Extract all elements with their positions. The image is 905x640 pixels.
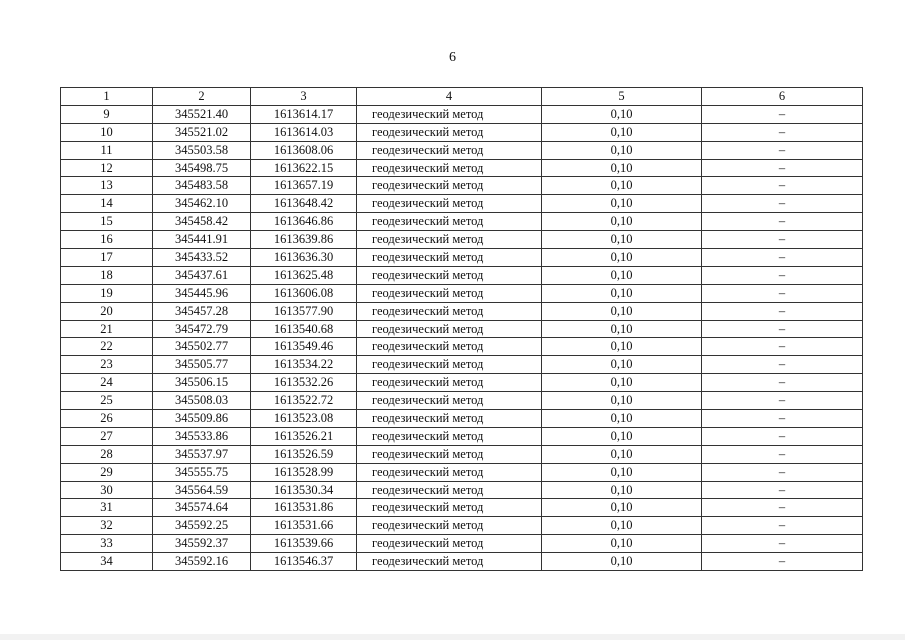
point-number-cell: 29 bbox=[61, 463, 153, 481]
accuracy-cell: 0,10 bbox=[542, 410, 702, 428]
accuracy-cell: 0,10 bbox=[542, 427, 702, 445]
note-cell: – bbox=[702, 249, 863, 267]
table-row bbox=[61, 499, 863, 517]
column-header: 3 bbox=[251, 88, 357, 106]
point-number-cell: 23 bbox=[61, 356, 153, 374]
method-cell: геодезический метод bbox=[357, 320, 542, 338]
y-coordinate-cell: 1613646.86 bbox=[251, 213, 357, 231]
method-cell: геодезический метод bbox=[357, 177, 542, 195]
table-row bbox=[61, 249, 863, 267]
method-cell: геодезический метод bbox=[357, 481, 542, 499]
point-number-cell: 32 bbox=[61, 517, 153, 535]
y-coordinate-cell: 1613530.34 bbox=[251, 481, 357, 499]
accuracy-cell: 0,10 bbox=[542, 463, 702, 481]
point-number-cell: 30 bbox=[61, 481, 153, 499]
note-cell: – bbox=[702, 123, 863, 141]
point-number-cell: 27 bbox=[61, 427, 153, 445]
table-row bbox=[61, 177, 863, 195]
y-coordinate-cell: 1613539.66 bbox=[251, 535, 357, 553]
point-number-cell: 19 bbox=[61, 284, 153, 302]
table-row bbox=[61, 517, 863, 535]
x-coordinate-cell: 345458.42 bbox=[153, 213, 251, 231]
x-coordinate-cell: 345592.37 bbox=[153, 535, 251, 553]
column-header: 6 bbox=[702, 88, 863, 106]
table-row bbox=[61, 195, 863, 213]
method-cell: геодезический метод bbox=[357, 213, 542, 231]
scan-edge bbox=[0, 634, 905, 640]
point-number-cell: 33 bbox=[61, 535, 153, 553]
table-row bbox=[61, 427, 863, 445]
point-number-cell: 17 bbox=[61, 249, 153, 267]
method-cell: геодезический метод bbox=[357, 266, 542, 284]
x-coordinate-cell: 345503.58 bbox=[153, 141, 251, 159]
table-row bbox=[61, 445, 863, 463]
method-cell: геодезический метод bbox=[357, 535, 542, 553]
y-coordinate-cell: 1613657.19 bbox=[251, 177, 357, 195]
x-coordinate-cell: 345521.02 bbox=[153, 123, 251, 141]
table-row bbox=[61, 410, 863, 428]
note-cell: – bbox=[702, 517, 863, 535]
method-cell: геодезический метод bbox=[357, 105, 542, 123]
x-coordinate-cell: 345574.64 bbox=[153, 499, 251, 517]
x-coordinate-cell: 345472.79 bbox=[153, 320, 251, 338]
point-number-cell: 25 bbox=[61, 392, 153, 410]
y-coordinate-cell: 1613648.42 bbox=[251, 195, 357, 213]
method-cell: геодезический метод bbox=[357, 463, 542, 481]
accuracy-cell: 0,10 bbox=[542, 553, 702, 571]
note-cell: – bbox=[702, 195, 863, 213]
y-coordinate-cell: 1613531.66 bbox=[251, 517, 357, 535]
x-coordinate-cell: 345483.58 bbox=[153, 177, 251, 195]
note-cell: – bbox=[702, 374, 863, 392]
note-cell: – bbox=[702, 535, 863, 553]
note-cell: – bbox=[702, 410, 863, 428]
note-cell: – bbox=[702, 499, 863, 517]
note-cell: – bbox=[702, 463, 863, 481]
accuracy-cell: 0,10 bbox=[542, 499, 702, 517]
y-coordinate-cell: 1613622.15 bbox=[251, 159, 357, 177]
method-cell: геодезический метод bbox=[357, 302, 542, 320]
table-row bbox=[61, 123, 863, 141]
x-coordinate-cell: 345505.77 bbox=[153, 356, 251, 374]
method-cell: геодезический метод bbox=[357, 517, 542, 535]
method-cell: геодезический метод bbox=[357, 392, 542, 410]
x-coordinate-cell: 345521.40 bbox=[153, 105, 251, 123]
x-coordinate-cell: 345457.28 bbox=[153, 302, 251, 320]
point-number-cell: 10 bbox=[61, 123, 153, 141]
y-coordinate-cell: 1613614.17 bbox=[251, 105, 357, 123]
note-cell: – bbox=[702, 177, 863, 195]
method-cell: геодезический метод bbox=[357, 499, 542, 517]
point-number-cell: 18 bbox=[61, 266, 153, 284]
accuracy-cell: 0,10 bbox=[542, 302, 702, 320]
accuracy-cell: 0,10 bbox=[542, 356, 702, 374]
accuracy-cell: 0,10 bbox=[542, 105, 702, 123]
accuracy-cell: 0,10 bbox=[542, 266, 702, 284]
point-number-cell: 34 bbox=[61, 553, 153, 571]
table-row bbox=[61, 213, 863, 231]
x-coordinate-cell: 345502.77 bbox=[153, 338, 251, 356]
table-row bbox=[61, 535, 863, 553]
method-cell: геодезический метод bbox=[357, 249, 542, 267]
table-row bbox=[61, 392, 863, 410]
table-row bbox=[61, 320, 863, 338]
note-cell: – bbox=[702, 266, 863, 284]
y-coordinate-cell: 1613526.21 bbox=[251, 427, 357, 445]
x-coordinate-cell: 345564.59 bbox=[153, 481, 251, 499]
point-number-cell: 11 bbox=[61, 141, 153, 159]
x-coordinate-cell: 345537.97 bbox=[153, 445, 251, 463]
table-row bbox=[61, 231, 863, 249]
x-coordinate-cell: 345592.16 bbox=[153, 553, 251, 571]
point-number-cell: 22 bbox=[61, 338, 153, 356]
accuracy-cell: 0,10 bbox=[542, 123, 702, 141]
note-cell: – bbox=[702, 392, 863, 410]
point-number-cell: 20 bbox=[61, 302, 153, 320]
note-cell: – bbox=[702, 553, 863, 571]
method-cell: геодезический метод bbox=[357, 338, 542, 356]
y-coordinate-cell: 1613546.37 bbox=[251, 553, 357, 571]
accuracy-cell: 0,10 bbox=[542, 535, 702, 553]
point-number-cell: 28 bbox=[61, 445, 153, 463]
table-row bbox=[61, 266, 863, 284]
table-row bbox=[61, 159, 863, 177]
note-cell: – bbox=[702, 320, 863, 338]
x-coordinate-cell: 345506.15 bbox=[153, 374, 251, 392]
note-cell: – bbox=[702, 302, 863, 320]
table-row bbox=[61, 105, 863, 123]
y-coordinate-cell: 1613606.08 bbox=[251, 284, 357, 302]
point-number-cell: 15 bbox=[61, 213, 153, 231]
method-cell: геодезический метод bbox=[357, 374, 542, 392]
method-cell: геодезический метод bbox=[357, 445, 542, 463]
note-cell: – bbox=[702, 284, 863, 302]
accuracy-cell: 0,10 bbox=[542, 213, 702, 231]
column-header: 5 bbox=[542, 88, 702, 106]
x-coordinate-cell: 345508.03 bbox=[153, 392, 251, 410]
accuracy-cell: 0,10 bbox=[542, 374, 702, 392]
method-cell: геодезический метод bbox=[357, 123, 542, 141]
accuracy-cell: 0,10 bbox=[542, 141, 702, 159]
y-coordinate-cell: 1613534.22 bbox=[251, 356, 357, 374]
note-cell: – bbox=[702, 338, 863, 356]
x-coordinate-cell: 345592.25 bbox=[153, 517, 251, 535]
accuracy-cell: 0,10 bbox=[542, 159, 702, 177]
note-cell: – bbox=[702, 141, 863, 159]
y-coordinate-cell: 1613625.48 bbox=[251, 266, 357, 284]
table-row bbox=[61, 553, 863, 571]
accuracy-cell: 0,10 bbox=[542, 445, 702, 463]
y-coordinate-cell: 1613540.68 bbox=[251, 320, 357, 338]
accuracy-cell: 0,10 bbox=[542, 231, 702, 249]
accuracy-cell: 0,10 bbox=[542, 481, 702, 499]
point-number-cell: 12 bbox=[61, 159, 153, 177]
method-cell: геодезический метод bbox=[357, 195, 542, 213]
note-cell: – bbox=[702, 356, 863, 374]
accuracy-cell: 0,10 bbox=[542, 177, 702, 195]
table-row bbox=[61, 374, 863, 392]
coordinates-table bbox=[60, 87, 863, 571]
point-number-cell: 9 bbox=[61, 105, 153, 123]
method-cell: геодезический метод bbox=[357, 284, 542, 302]
column-header: 4 bbox=[357, 88, 542, 106]
column-header: 1 bbox=[61, 88, 153, 106]
y-coordinate-cell: 1613532.26 bbox=[251, 374, 357, 392]
table-row bbox=[61, 356, 863, 374]
point-number-cell: 24 bbox=[61, 374, 153, 392]
table-row bbox=[61, 302, 863, 320]
accuracy-cell: 0,10 bbox=[542, 195, 702, 213]
x-coordinate-cell: 345555.75 bbox=[153, 463, 251, 481]
point-number-cell: 26 bbox=[61, 410, 153, 428]
x-coordinate-cell: 345445.96 bbox=[153, 284, 251, 302]
accuracy-cell: 0,10 bbox=[542, 284, 702, 302]
column-header: 2 bbox=[153, 88, 251, 106]
y-coordinate-cell: 1613523.08 bbox=[251, 410, 357, 428]
accuracy-cell: 0,10 bbox=[542, 338, 702, 356]
x-coordinate-cell: 345437.61 bbox=[153, 266, 251, 284]
y-coordinate-cell: 1613522.72 bbox=[251, 392, 357, 410]
point-number-cell: 31 bbox=[61, 499, 153, 517]
note-cell: – bbox=[702, 427, 863, 445]
point-number-cell: 21 bbox=[61, 320, 153, 338]
x-coordinate-cell: 345441.91 bbox=[153, 231, 251, 249]
y-coordinate-cell: 1613608.06 bbox=[251, 141, 357, 159]
table-row bbox=[61, 463, 863, 481]
page-number: 6 bbox=[449, 50, 456, 65]
accuracy-cell: 0,10 bbox=[542, 517, 702, 535]
y-coordinate-cell: 1613528.99 bbox=[251, 463, 357, 481]
y-coordinate-cell: 1613531.86 bbox=[251, 499, 357, 517]
table-row bbox=[61, 481, 863, 499]
y-coordinate-cell: 1613526.59 bbox=[251, 445, 357, 463]
y-coordinate-cell: 1613549.46 bbox=[251, 338, 357, 356]
method-cell: геодезический метод bbox=[357, 159, 542, 177]
note-cell: – bbox=[702, 213, 863, 231]
point-number-cell: 14 bbox=[61, 195, 153, 213]
accuracy-cell: 0,10 bbox=[542, 320, 702, 338]
x-coordinate-cell: 345433.52 bbox=[153, 249, 251, 267]
note-cell: – bbox=[702, 231, 863, 249]
point-number-cell: 13 bbox=[61, 177, 153, 195]
table-row bbox=[61, 338, 863, 356]
table-body bbox=[61, 105, 863, 570]
x-coordinate-cell: 345462.10 bbox=[153, 195, 251, 213]
method-cell: геодезический метод bbox=[357, 231, 542, 249]
y-coordinate-cell: 1613636.30 bbox=[251, 249, 357, 267]
note-cell: – bbox=[702, 159, 863, 177]
method-cell: геодезический метод bbox=[357, 141, 542, 159]
method-cell: геодезический метод bbox=[357, 410, 542, 428]
x-coordinate-cell: 345533.86 bbox=[153, 427, 251, 445]
method-cell: геодезический метод bbox=[357, 553, 542, 571]
y-coordinate-cell: 1613577.90 bbox=[251, 302, 357, 320]
x-coordinate-cell: 345498.75 bbox=[153, 159, 251, 177]
method-cell: геодезический метод bbox=[357, 427, 542, 445]
note-cell: – bbox=[702, 445, 863, 463]
y-coordinate-cell: 1613639.86 bbox=[251, 231, 357, 249]
x-coordinate-cell: 345509.86 bbox=[153, 410, 251, 428]
accuracy-cell: 0,10 bbox=[542, 249, 702, 267]
table-row bbox=[61, 284, 863, 302]
note-cell: – bbox=[702, 481, 863, 499]
method-cell: геодезический метод bbox=[357, 356, 542, 374]
table-row bbox=[61, 141, 863, 159]
accuracy-cell: 0,10 bbox=[542, 392, 702, 410]
table-header-row bbox=[61, 88, 863, 106]
note-cell: – bbox=[702, 105, 863, 123]
y-coordinate-cell: 1613614.03 bbox=[251, 123, 357, 141]
point-number-cell: 16 bbox=[61, 231, 153, 249]
